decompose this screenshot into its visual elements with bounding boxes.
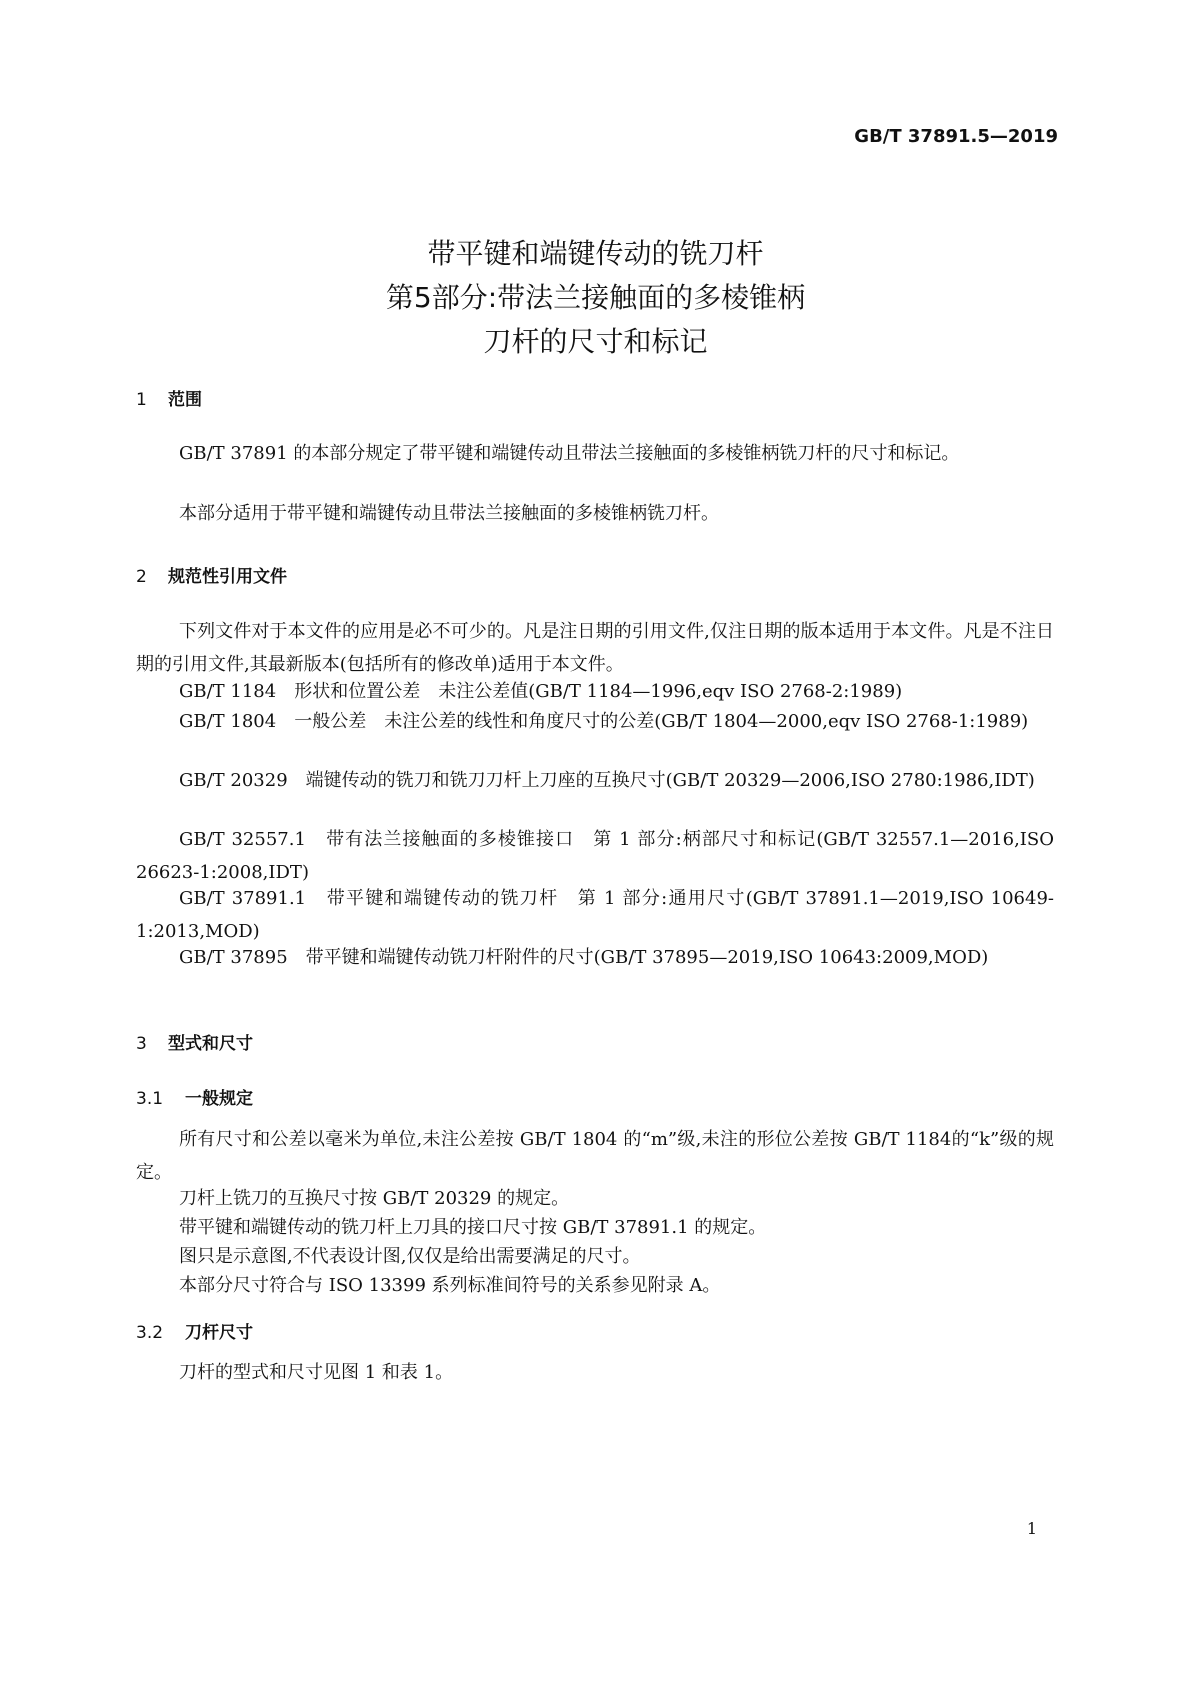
section-number: 2 (136, 567, 147, 587)
title-line-2: 第5部分:带法兰接触面的多棱锥柄 (385, 281, 806, 314)
section-3-1-paragraph: 带平键和端键传动的铣刀杆上刀具的接口尺寸按 GB/T 37891.1 的规定。 (179, 1217, 767, 1238)
section-number: 3.1 (136, 1089, 164, 1109)
section-3-1-paragraph: 刀杆上铣刀的互换尺寸按 GB/T 20329 的规定。 (179, 1188, 570, 1209)
section-3-1-heading (136, 1084, 253, 1109)
title-line-1: 带平键和端键传动的铣刀杆 (427, 237, 764, 270)
section-title: 刀杆尺寸 (185, 1323, 253, 1343)
reference-item: GB/T 20329 端键传动的铣刀和铣刀刀杆上刀座的互换尺寸(GB/T 20329—2006,ISO 2780:1986,IDT) (179, 770, 1035, 791)
reference-item: GB/T 37895 带平键和端键传动铣刀杆附件的尺寸(GB/T 37895—2019,ISO 10643:2009,MOD) (179, 947, 989, 968)
section-3-1-paragraph: 所有尺寸和公差以毫米为单位,未注公差按 GB/T 1804 的“m”级,未注的形位公差按 GB/T 1184的“k”级的规定。 (136, 1129, 1054, 1183)
page-number: 1 (1026, 1519, 1037, 1538)
reference-item: GB/T 1804 一般公差 未注公差的线性和角度尺寸的公差(GB/T 1804—2000,eqv ISO 2768-1:1989) (179, 711, 1029, 732)
section-3-2-paragraph: 刀杆的型式和尺寸见图 1 和表 1。 (179, 1362, 454, 1383)
reference-item: GB/T 37891.1 带平键和端键传动的铣刀杆 第 1 部分:通用尺寸(GB/T 37891.1—2019,ISO 10649-1:2013,MOD) (136, 888, 1054, 942)
reference-item: GB/T 32557.1 带有法兰接触面的多棱锥接口 第 1 部分:柄部尺寸和标记(GB/T 32557.1—2016,ISO 26623-1:2008,IDT) (136, 829, 1054, 883)
section-3-heading (136, 1029, 253, 1054)
section-2-intro: 下列文件对于本文件的应用是必不可少的。凡是注日期的引用文件,仅注日期的版本适用于本文件。凡是不注日期的引用文件,其最新版本(包括所有的修改单)适用于本文件。 (136, 621, 1054, 675)
section-1-paragraph-2: 本部分适用于带平键和端键传动且带法兰接触面的多棱锥柄铣刀杆。 (179, 503, 719, 524)
section-title: 型式和尺寸 (168, 1034, 253, 1054)
section-3-2-heading (136, 1318, 253, 1343)
section-number: 3.2 (136, 1323, 164, 1343)
section-2-heading (136, 562, 287, 587)
section-title: 规范性引用文件 (168, 567, 287, 587)
section-number: 1 (136, 390, 147, 410)
reference-item: GB/T 1184 形状和位置公差 未注公差值(GB/T 1184—1996,eqv ISO 2768-2:1989) (179, 681, 903, 702)
title-line-3: 刀杆的尺寸和标记 (483, 325, 708, 358)
section-number: 3 (136, 1034, 147, 1054)
standard-code: GB/T 37891.5—2019 (854, 126, 1058, 147)
document-title (0, 232, 1191, 364)
section-title: 一般规定 (185, 1089, 253, 1109)
section-3-1-paragraph: 图只是示意图,不代表设计图,仅仅是给出需要满足的尺寸。 (179, 1246, 641, 1267)
section-1-heading (136, 385, 202, 410)
section-title: 范围 (168, 390, 202, 410)
section-3-1-paragraph: 本部分尺寸符合与 ISO 13399 系列标准间符号的关系参见附录 A。 (179, 1275, 721, 1296)
section-1-paragraph-1: GB/T 37891 的本部分规定了带平键和端键传动且带法兰接触面的多棱锥柄铣刀杆的尺寸和标记。 (179, 443, 960, 464)
